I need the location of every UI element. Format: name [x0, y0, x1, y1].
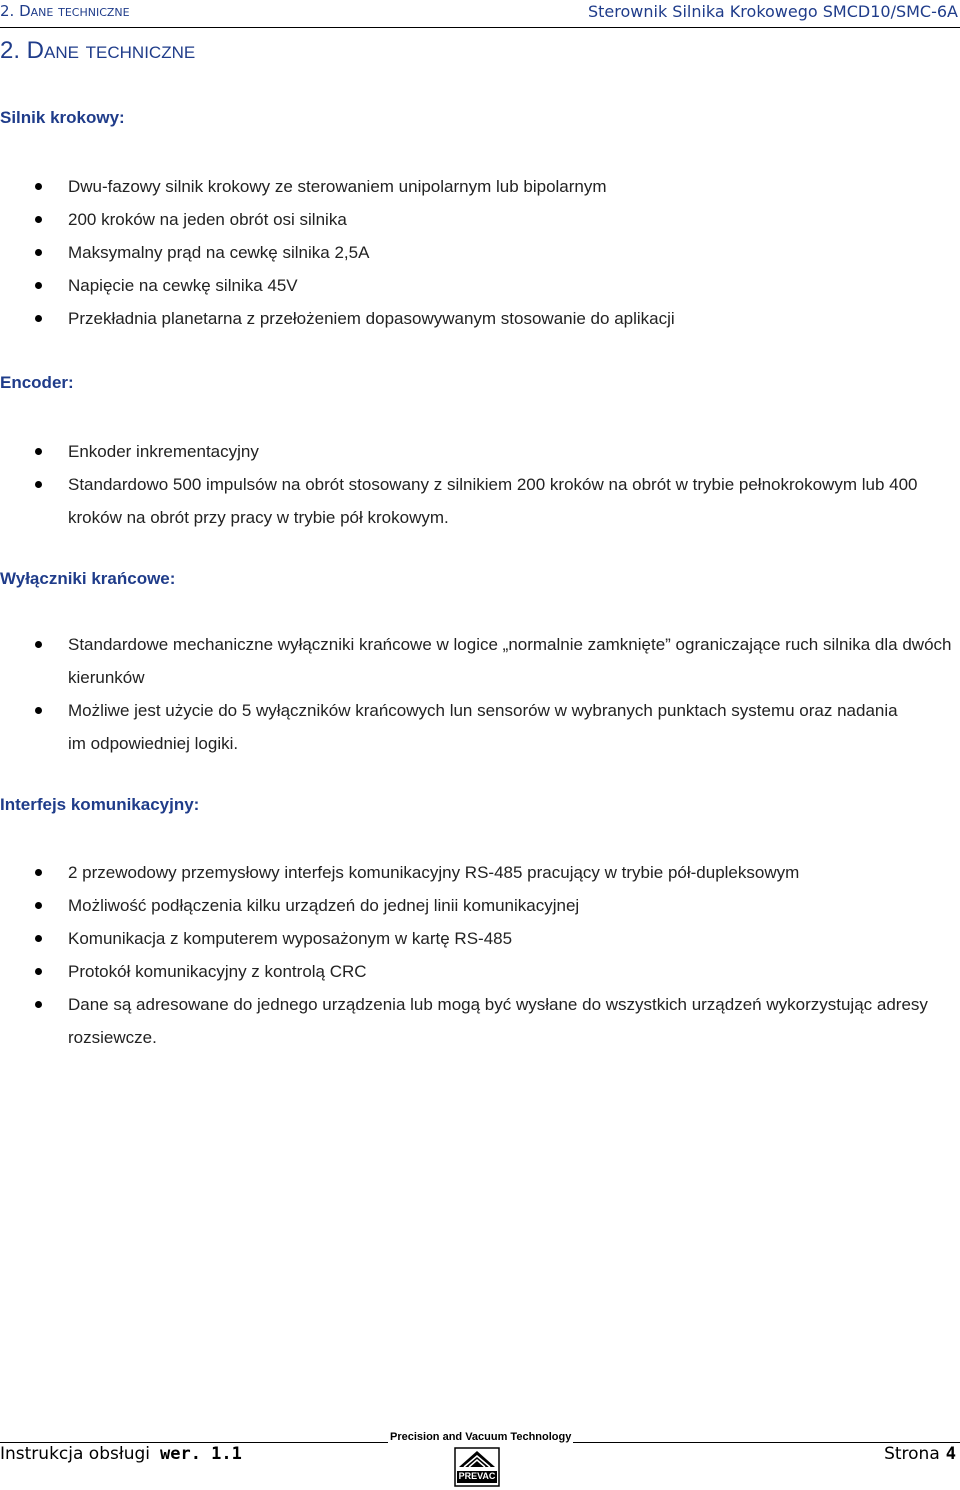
- footer-page: [884, 1444, 956, 1464]
- section-stepper-motor: [0, 108, 960, 128]
- list-item: Standardowe mechaniczne wyłączniki krańcowe w logice „normalnie zamknięte” ograniczające ruch silnika dla dwóch kierunków: [0, 628, 960, 694]
- list-item: Przekładnia planetarna z przełożeniem dopasowywanym stosowanie do aplikacji: [0, 302, 960, 335]
- page-footer: [0, 1422, 960, 1490]
- logo-text: PREVAC: [458, 1471, 496, 1481]
- list-item: Standardowo 500 impulsów na obrót stosowany z silnikiem 200 kroków na obrót w trybie pełnokrokowym lub 400 kroków na obrót przy pracy w trybie pół krokowym.: [0, 468, 960, 534]
- list-item: Dane są adresowane do jednego urządzenia lub mogą być wysłane do wszystkich urządzeń wykorzystując adresy rozsiewcze.: [0, 988, 960, 1054]
- section-encoder: [0, 373, 960, 393]
- section-comm-interface: [0, 795, 960, 815]
- list-item: 2 przewodowy przemysłowy interfejs komunikacyjny RS-485 pracujący w trybie pół-dupleksowym: [0, 856, 960, 889]
- header-document-title: Sterownik Silnika Krokowego SMCD10/SMC-6A: [587, 2, 958, 21]
- bullet-icon: [35, 935, 42, 942]
- section-title: Interfejs komunikacyjny:: [0, 795, 200, 814]
- bullet-icon: [35, 481, 42, 488]
- page-header: [0, 0, 960, 28]
- version-label: wer. 1.1: [159, 1444, 242, 1464]
- limit-switches-list: [0, 628, 960, 760]
- bullet-icon: [35, 216, 42, 223]
- section-title: Silnik krokowy:: [0, 108, 125, 127]
- bullet-icon: [35, 641, 42, 648]
- list-item: Możliwość podłączenia kilku urządzeń do jednej linii komunikacyjnej: [0, 889, 960, 922]
- section-title: Encoder:: [0, 373, 74, 392]
- list-item: Możliwe jest użycie do 5 wyłączników krańcowych lun sensorów w wybranych punktach systemu oraz nadania im odpowiedniej logiki.: [0, 694, 960, 760]
- footer-manual: [0, 1444, 242, 1464]
- bullet-icon: [35, 315, 42, 322]
- stepper-motor-list: [0, 170, 960, 335]
- list-item: Enkoder inkrementacyjny: [0, 435, 960, 468]
- comm-interface-list: [0, 856, 960, 1054]
- page-label: Strona: [884, 1444, 940, 1464]
- list-item: Napięcie na cewkę silnika 45V: [0, 269, 960, 302]
- footer-tagline: Precision and Vacuum Technology: [390, 1431, 572, 1443]
- list-item: Protokół komunikacyjny z kontrolą CRC: [0, 955, 960, 988]
- list-item: Maksymalny prąd na cewkę silnika 2,5A: [0, 236, 960, 269]
- bullet-icon: [35, 249, 42, 256]
- bullet-icon: [35, 968, 42, 975]
- bullet-icon: [35, 902, 42, 909]
- section-limit-switches: [0, 569, 960, 589]
- bullet-icon: [35, 183, 42, 190]
- bullet-icon: [35, 869, 42, 876]
- bullet-icon: [35, 707, 42, 714]
- list-item: 200 kroków na jeden obrót osi silnika: [0, 203, 960, 236]
- bullet-icon: [35, 282, 42, 289]
- section-title: Wyłączniki krańcowe:: [0, 569, 176, 588]
- bullet-icon: [35, 448, 42, 455]
- list-item: Komunikacja z komputerem wyposażonym w kartę RS-485: [0, 922, 960, 955]
- encoder-list: [0, 435, 960, 534]
- manual-label: Instrukcja obsługi: [0, 1444, 150, 1464]
- list-item: Dwu-fazowy silnik krokowy ze sterowaniem unipolarnym lub bipolarnym: [0, 170, 960, 203]
- chapter-title: 2. Dane techniczne: [0, 37, 196, 64]
- bullet-icon: [35, 1001, 42, 1008]
- page-number: 4: [945, 1444, 956, 1464]
- header-chapter: 2. Dane techniczne: [0, 2, 130, 20]
- prevac-logo-icon: [454, 1447, 500, 1487]
